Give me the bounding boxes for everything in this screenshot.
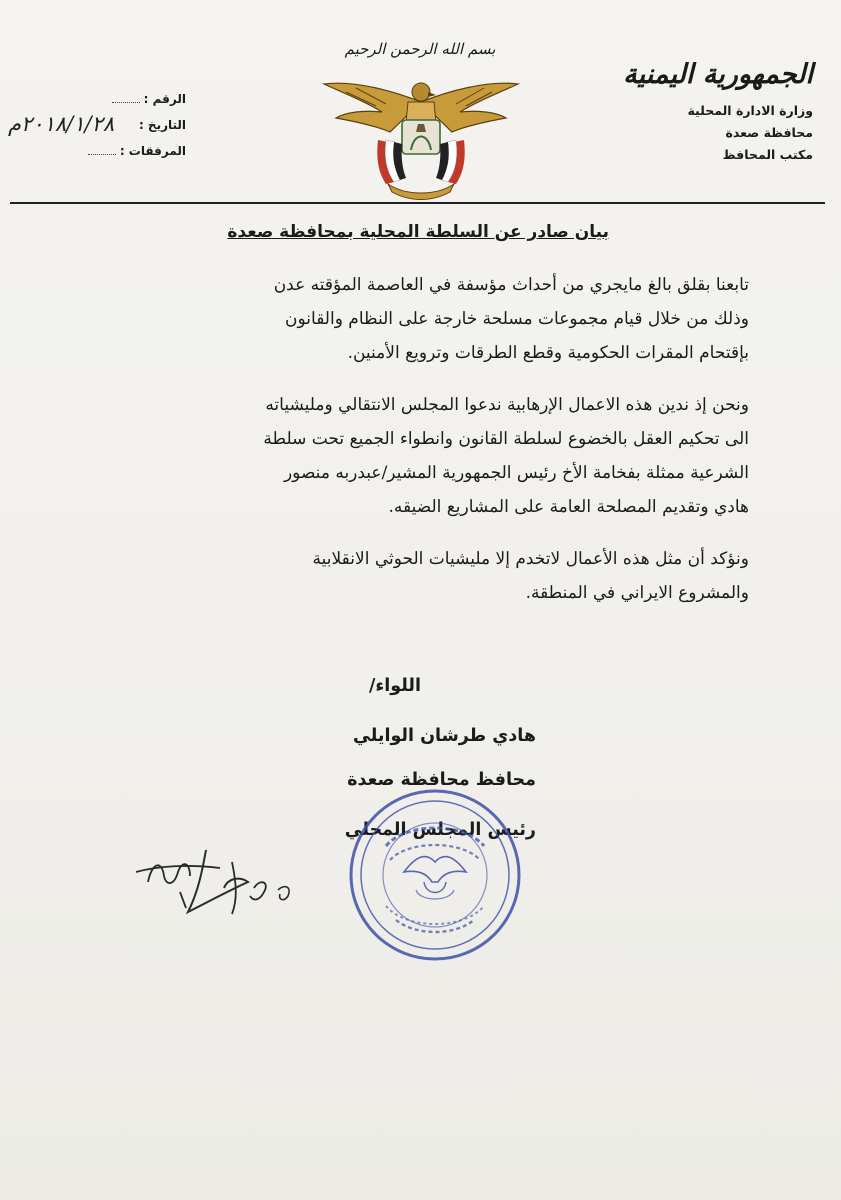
paragraph-line: ونحن إذ ندين هذه الاعمال الإرهابية ندعوا المجلس الانتقالي ومليشياته	[265, 395, 749, 415]
ministry-name: وزارة الادارة المحلية	[687, 103, 813, 118]
paragraph-1	[99, 268, 749, 370]
attachments-dots	[88, 154, 116, 155]
document-title: بيان صادر عن السلطة المحلية بمحافظة صعدة	[227, 222, 609, 242]
ref-row	[0, 92, 186, 106]
attachments-row	[0, 144, 186, 158]
yemen-eagle-emblem-icon	[316, 62, 526, 202]
document-body	[99, 268, 749, 628]
signature-name: هادي طرشان الوايلي	[353, 726, 536, 746]
office-name: مكتب المحافظ	[722, 147, 813, 162]
attachments-label: المرفقات :	[119, 144, 186, 158]
letterhead-right	[583, 58, 813, 166]
paragraph-3	[99, 542, 749, 610]
date-label: التاريخ :	[138, 118, 186, 132]
header-divider	[10, 202, 825, 204]
paragraph-line: وذلك من خلال قيام مجموعات مسلحة خارجة على النظام والقانون	[285, 309, 749, 329]
paragraph-line: هادي وتقديم المصلحة العامة على المشاريع الضيقه.	[388, 497, 749, 517]
paragraph-line: ونؤكد أن مثل هذه الأعمال لاتخدم إلا مليشيات الحوثي الانقلابية	[312, 549, 749, 569]
handwritten-signature-icon	[128, 842, 328, 920]
date-handwritten: ٢٠١٨/١/٢٨م	[8, 112, 115, 136]
paragraph-line: الى تحكيم العقل بالخضوع لسلطة القانون وانطواء الجميع تحت سلطة	[263, 429, 749, 449]
governorate-name: محافظة صعدة	[725, 125, 813, 140]
paragraph-line: تابعنا بقلق بالغ مايجري من أحداث مؤسفة في العاصمة المؤقته عدن	[273, 275, 749, 295]
ref-label: الرقم :	[143, 92, 186, 106]
paragraph-2	[99, 388, 749, 524]
ref-dots	[112, 102, 140, 103]
letterhead-left	[0, 92, 200, 172]
signature-rank: اللواء/	[368, 676, 421, 696]
official-stamp-icon	[346, 786, 524, 964]
republic-name: الجمهورية اليمنية	[623, 59, 813, 90]
signature-role-governor: محافظ محافظة صعدة	[347, 770, 536, 790]
bismillah: بسم الله الرحمن الرحيم	[344, 40, 496, 58]
signature-role-council: رئيس المجلس المحلي	[344, 820, 536, 840]
paragraph-line: بإقتحام المقرات الحكومية وقطع الطرقات وترويع الأمنين.	[347, 343, 749, 363]
paragraph-line: الشرعية ممثلة بفخامة الأخ رئيس الجمهورية المشير/عبدربه منصور	[283, 463, 749, 483]
paragraph-line: والمشروع الايراني في المنطقة.	[525, 583, 749, 603]
